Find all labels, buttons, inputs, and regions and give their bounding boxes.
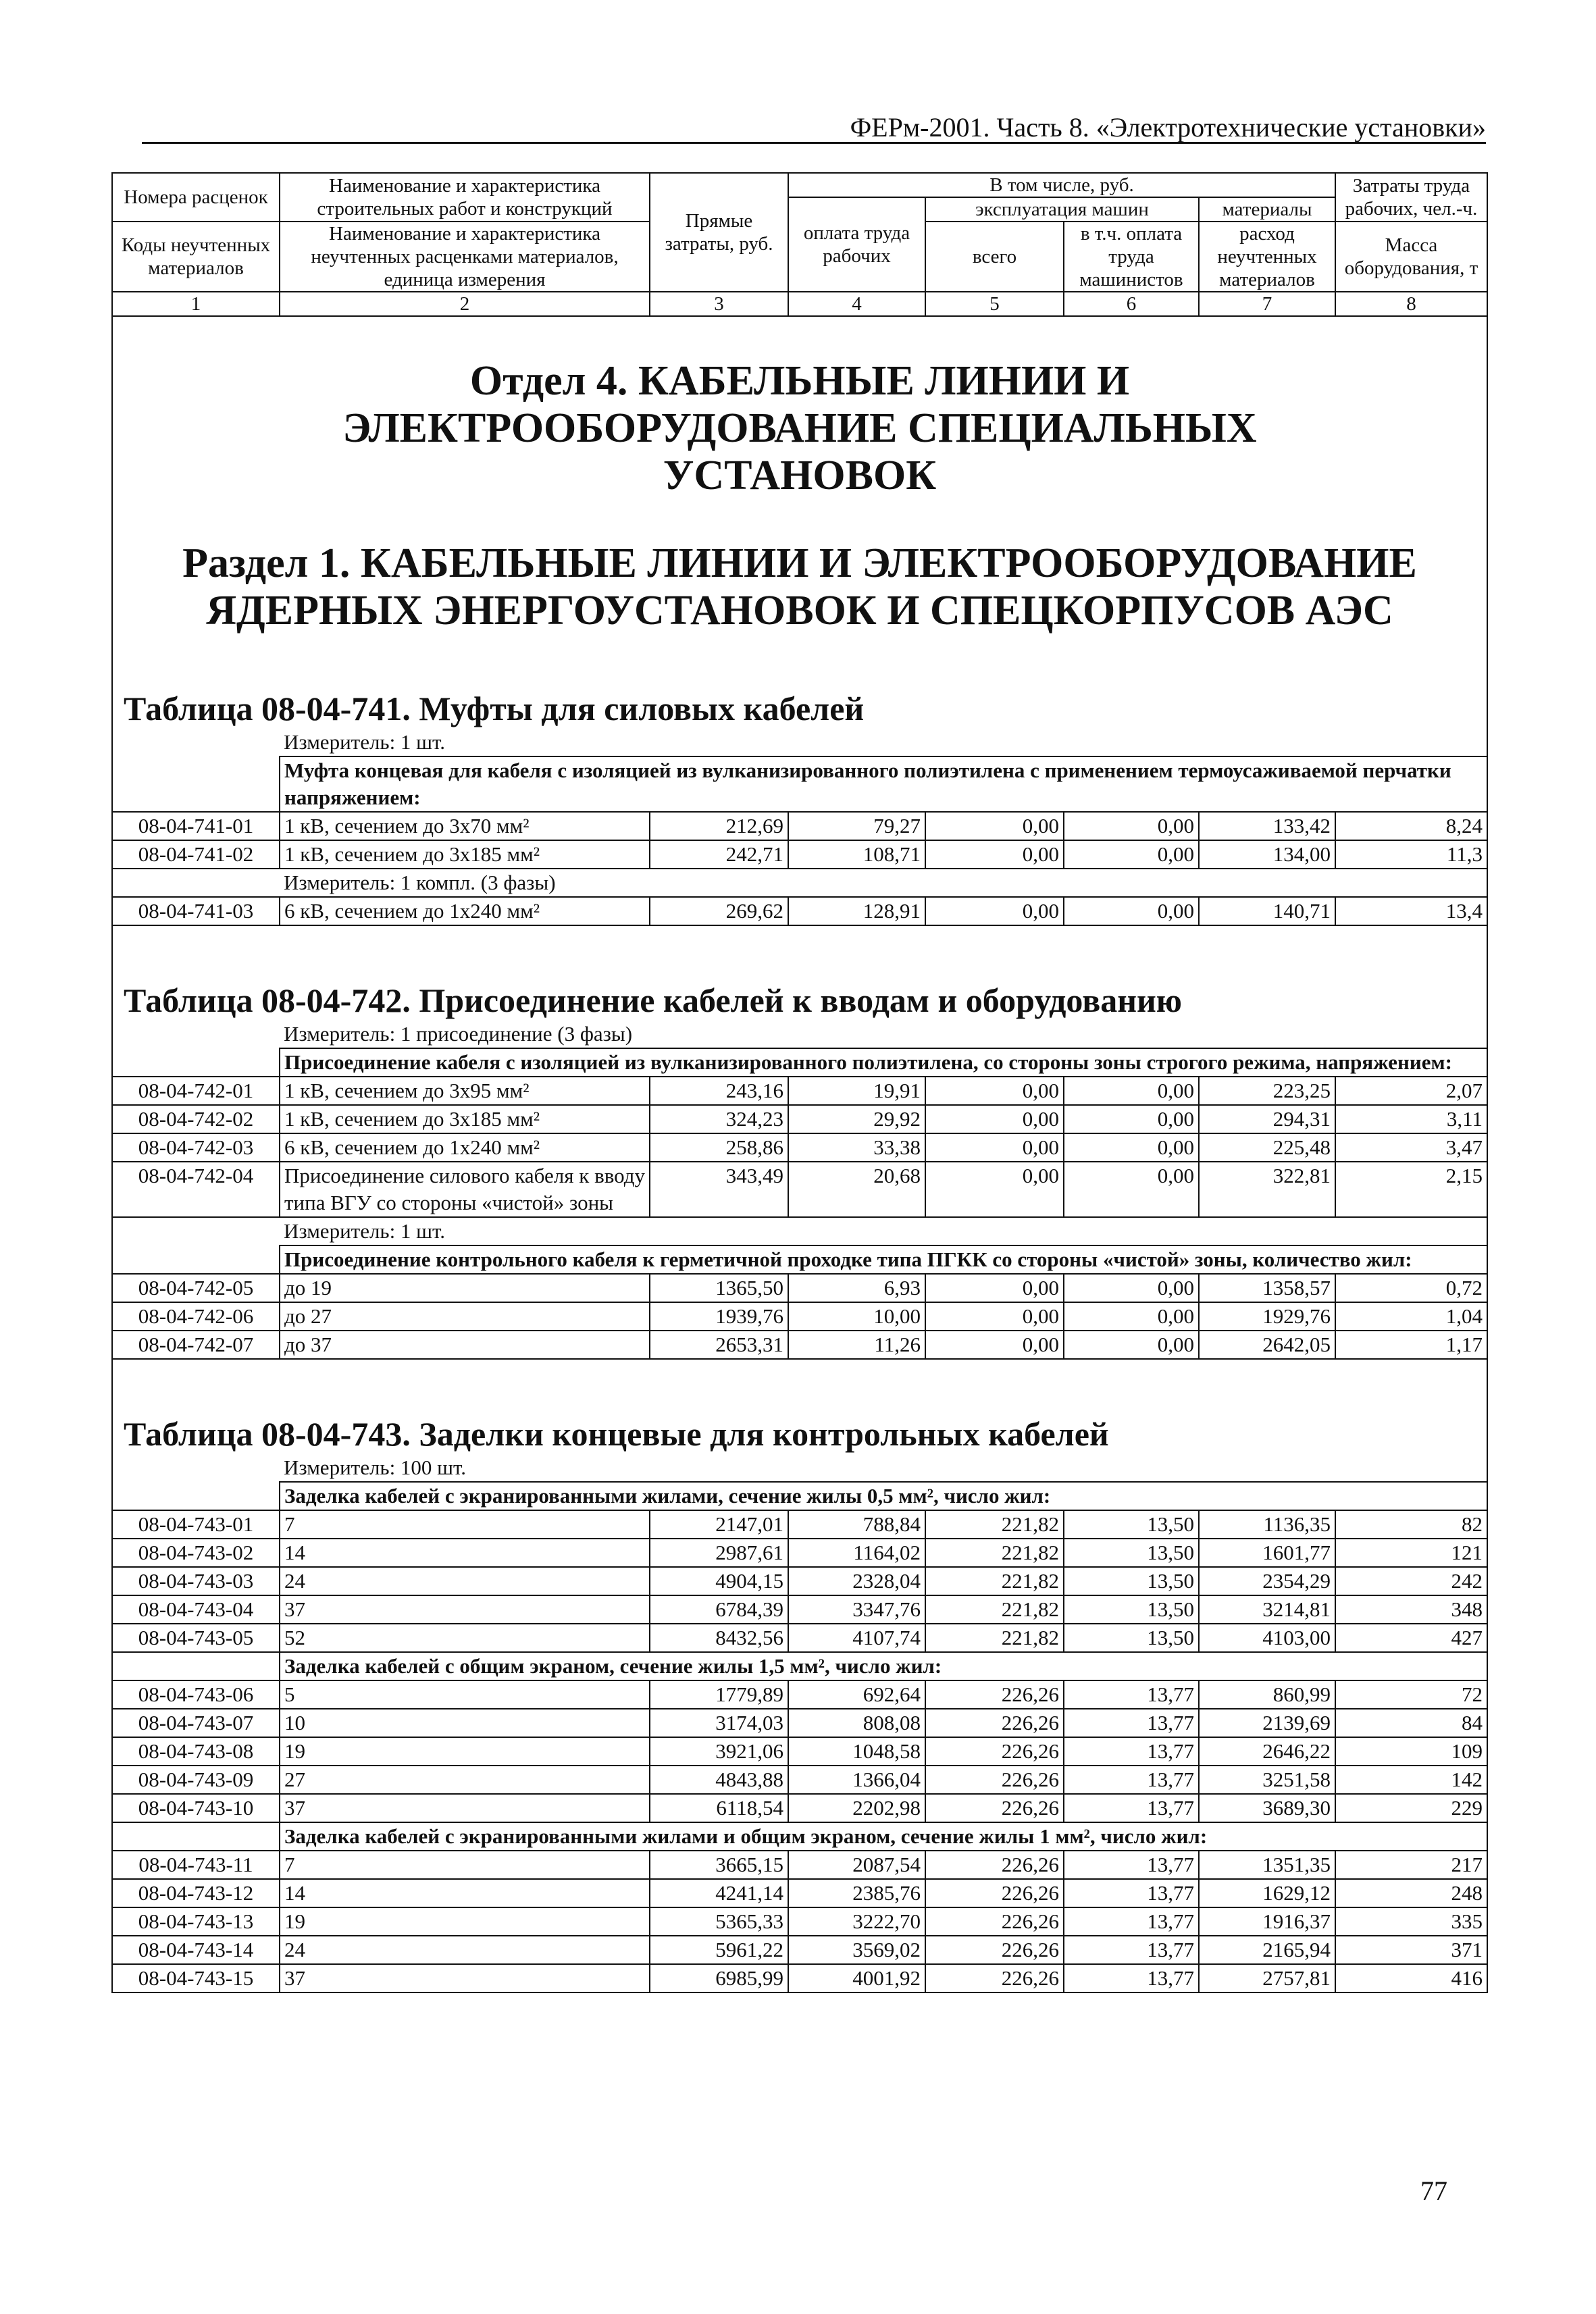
machines-total: 221,82 <box>925 1539 1064 1567</box>
labor-pay: 10,00 <box>788 1302 925 1331</box>
labor-pay: 108,71 <box>788 840 925 869</box>
labor-hours: 427 <box>1335 1624 1487 1652</box>
table-row <box>112 1162 1487 1217</box>
table-row <box>112 1766 1487 1794</box>
table-row <box>112 897 1487 925</box>
col-num: 8 <box>1335 292 1487 316</box>
labor-hours: 2,15 <box>1335 1162 1487 1217</box>
work-name: Присоединение силового кабеля к вводу типа ВГУ со стороны «чистой» зоны <box>280 1162 650 1217</box>
machines-total: 226,26 <box>925 1907 1064 1936</box>
materials-cost: 1351,35 <box>1199 1851 1335 1879</box>
work-name: 14 <box>280 1539 650 1567</box>
machines-total: 226,26 <box>925 1879 1064 1907</box>
col-head-labor: Затраты труда рабочих, чел.-ч. <box>1335 173 1487 222</box>
blank-cell <box>112 1048 280 1077</box>
materials-cost: 223,25 <box>1199 1077 1335 1105</box>
work-name: 37 <box>280 1595 650 1624</box>
direct-cost: 3174,03 <box>650 1709 788 1737</box>
materials-cost: 1601,77 <box>1199 1539 1335 1567</box>
section-razdel-text: Раздел 1. КАБЕЛЬНЫЕ ЛИНИИ И ЭЛЕКТРООБОРУДОВАНИЕ ЯДЕРНЫХ ЭНЕРГОУСТАНОВОК И СПЕЦКОРПУСОВ АЭС <box>182 540 1417 634</box>
labor-pay: 11,26 <box>788 1331 925 1359</box>
materials-cost: 860,99 <box>1199 1680 1335 1709</box>
rate-code: 08-04-741-01 <box>112 812 280 840</box>
materials-cost: 322,81 <box>1199 1162 1335 1217</box>
direct-cost: 242,71 <box>650 840 788 869</box>
labor-hours: 13,4 <box>1335 897 1487 925</box>
work-name: 24 <box>280 1936 650 1964</box>
direct-cost: 212,69 <box>650 812 788 840</box>
labor-pay: 3222,70 <box>788 1907 925 1936</box>
direct-cost: 343,49 <box>650 1162 788 1217</box>
work-name: 7 <box>280 1510 650 1539</box>
rate-code: 08-04-743-05 <box>112 1624 280 1652</box>
direct-cost: 1365,50 <box>650 1274 788 1302</box>
col-num: 6 <box>1064 292 1199 316</box>
direct-cost: 243,16 <box>650 1077 788 1105</box>
labor-hours: 84 <box>1335 1709 1487 1737</box>
machines-total: 0,00 <box>925 1133 1064 1162</box>
work-name: до 27 <box>280 1302 650 1331</box>
machines-labor: 13,77 <box>1064 1907 1199 1936</box>
col-num: 4 <box>788 292 925 316</box>
blank-cell <box>112 1652 280 1680</box>
rate-code: 08-04-743-15 <box>112 1964 280 1992</box>
group-heading: Присоединение кабеля с изоляцией из вулканизированного полиэтилена, со стороны зоны строгого режима, напряжением: <box>280 1048 1487 1077</box>
blank-cell <box>112 1217 280 1245</box>
work-name: 24 <box>280 1567 650 1595</box>
materials-cost: 3689,30 <box>1199 1794 1335 1822</box>
machines-labor: 13,50 <box>1064 1595 1199 1624</box>
labor-hours: 217 <box>1335 1851 1487 1879</box>
direct-cost: 6784,39 <box>650 1595 788 1624</box>
machines-labor: 13,50 <box>1064 1624 1199 1652</box>
blank-cell <box>112 1245 280 1274</box>
rate-code: 08-04-742-04 <box>112 1162 280 1217</box>
work-name: 14 <box>280 1879 650 1907</box>
col-head-machines-total: всего <box>925 222 1064 292</box>
col-num: 1 <box>112 292 280 316</box>
labor-pay: 1164,02 <box>788 1539 925 1567</box>
rate-code: 08-04-743-14 <box>112 1936 280 1964</box>
machines-total: 0,00 <box>925 1331 1064 1359</box>
rate-code: 08-04-743-11 <box>112 1851 280 1879</box>
materials-cost: 1929,76 <box>1199 1302 1335 1331</box>
machines-total: 226,26 <box>925 1766 1064 1794</box>
direct-cost: 4904,15 <box>650 1567 788 1595</box>
machines-labor: 13,77 <box>1064 1680 1199 1709</box>
col-head-materials-sub: расход неучтенных материалов <box>1199 222 1335 292</box>
labor-hours: 121 <box>1335 1539 1487 1567</box>
blank-cell <box>112 756 280 812</box>
col-head-machines: эксплуатация машин <box>925 197 1199 222</box>
labor-pay: 788,84 <box>788 1510 925 1539</box>
machines-labor: 0,00 <box>1064 1162 1199 1217</box>
materials-cost: 1358,57 <box>1199 1274 1335 1302</box>
work-name: 1 кВ, сечением до 3х70 мм² <box>280 812 650 840</box>
machines-total: 0,00 <box>925 1077 1064 1105</box>
col-head-material-codes: Коды неучтенных материалов <box>112 222 280 292</box>
work-name: 6 кВ, сечением до 1х240 мм² <box>280 897 650 925</box>
col-num: 5 <box>925 292 1064 316</box>
machines-total: 0,00 <box>925 1162 1064 1217</box>
col-head-materials: материалы <box>1199 197 1335 222</box>
labor-hours: 3,47 <box>1335 1133 1487 1162</box>
direct-cost: 2987,61 <box>650 1539 788 1567</box>
direct-cost: 2147,01 <box>650 1510 788 1539</box>
section-otdel <box>112 316 1487 526</box>
machines-labor: 13,77 <box>1064 1737 1199 1766</box>
table-row <box>112 840 1487 869</box>
materials-cost: 134,00 <box>1199 840 1335 869</box>
table-row <box>112 1510 1487 1539</box>
table-row <box>112 1133 1487 1162</box>
rates-table <box>111 172 1488 1993</box>
rate-code: 08-04-741-03 <box>112 897 280 925</box>
table-row <box>112 1936 1487 1964</box>
direct-cost: 4241,14 <box>650 1879 788 1907</box>
labor-hours: 109 <box>1335 1737 1487 1766</box>
blank-cell <box>112 1482 280 1510</box>
group-heading: Присоединение контрольного кабеля к герметичной проходке типа ПГКК со стороны «чистой» зоны, количество жил: <box>280 1245 1487 1274</box>
rate-code: 08-04-743-09 <box>112 1766 280 1794</box>
rate-code: 08-04-742-05 <box>112 1274 280 1302</box>
machines-total: 0,00 <box>925 897 1064 925</box>
labor-hours: 82 <box>1335 1510 1487 1539</box>
labor-pay: 1366,04 <box>788 1766 925 1794</box>
table-741-title-text: Таблица 08-04-741. Муфты для силовых кабелей <box>124 690 865 727</box>
machines-total: 221,82 <box>925 1510 1064 1539</box>
direct-cost: 5961,22 <box>650 1936 788 1964</box>
machines-total: 0,00 <box>925 812 1064 840</box>
materials-cost: 2165,94 <box>1199 1936 1335 1964</box>
measure-unit: Измеритель: 100 шт. <box>280 1454 1487 1482</box>
machines-total: 226,26 <box>925 1680 1064 1709</box>
machines-labor: 13,77 <box>1064 1936 1199 1964</box>
col-head-direct: Прямые затраты, руб. <box>650 173 788 292</box>
measure-unit: Измеритель: 1 шт. <box>280 729 1487 756</box>
rate-code: 08-04-743-13 <box>112 1907 280 1936</box>
table-row <box>112 1879 1487 1907</box>
machines-labor: 0,00 <box>1064 1302 1199 1331</box>
blank-cell <box>112 1454 280 1482</box>
machines-total: 221,82 <box>925 1595 1064 1624</box>
machines-labor: 0,00 <box>1064 1274 1199 1302</box>
blank-cell <box>112 1021 280 1048</box>
table-row <box>112 1274 1487 1302</box>
labor-pay: 2087,54 <box>788 1851 925 1879</box>
labor-pay: 3347,76 <box>788 1595 925 1624</box>
rate-code: 08-04-742-06 <box>112 1302 280 1331</box>
work-name: 10 <box>280 1709 650 1737</box>
table-row <box>112 812 1487 840</box>
rate-code: 08-04-742-03 <box>112 1133 280 1162</box>
col-num: 7 <box>1199 292 1335 316</box>
labor-hours: 242 <box>1335 1567 1487 1595</box>
table-row <box>112 1331 1487 1359</box>
materials-cost: 1916,37 <box>1199 1907 1335 1936</box>
labor-pay: 19,91 <box>788 1077 925 1105</box>
header-rule <box>142 142 1486 144</box>
labor-hours: 248 <box>1335 1879 1487 1907</box>
labor-hours: 3,11 <box>1335 1105 1487 1133</box>
col-num: 2 <box>280 292 650 316</box>
col-head-machines-labor: в т.ч. оплата труда машинистов <box>1064 222 1199 292</box>
rate-code: 08-04-743-06 <box>112 1680 280 1709</box>
work-name: 6 кВ, сечением до 1х240 мм² <box>280 1133 650 1162</box>
work-name: до 19 <box>280 1274 650 1302</box>
labor-hours: 11,3 <box>1335 840 1487 869</box>
machines-total: 226,26 <box>925 1851 1064 1879</box>
table-row <box>112 1680 1487 1709</box>
machines-total: 226,26 <box>925 1709 1064 1737</box>
labor-hours: 0,72 <box>1335 1274 1487 1302</box>
col-num: 3 <box>650 292 788 316</box>
materials-cost: 2139,69 <box>1199 1709 1335 1737</box>
labor-pay: 3569,02 <box>788 1936 925 1964</box>
rate-code: 08-04-743-12 <box>112 1879 280 1907</box>
group-heading: Заделка кабелей с экранированными жилами и общим экраном, сечение жилы 1 мм², число жил: <box>280 1822 1487 1851</box>
rate-code: 08-04-743-10 <box>112 1794 280 1822</box>
materials-cost: 2646,22 <box>1199 1737 1335 1766</box>
measure-unit: Измеритель: 1 шт. <box>280 1217 1487 1245</box>
labor-hours: 348 <box>1335 1595 1487 1624</box>
machines-total: 0,00 <box>925 840 1064 869</box>
table-row <box>112 1794 1487 1822</box>
work-name: 19 <box>280 1907 650 1936</box>
machines-labor: 13,77 <box>1064 1851 1199 1879</box>
materials-cost: 2354,29 <box>1199 1567 1335 1595</box>
rate-code: 08-04-743-04 <box>112 1595 280 1624</box>
machines-total: 226,26 <box>925 1737 1064 1766</box>
materials-cost: 133,42 <box>1199 812 1335 840</box>
table-row <box>112 1709 1487 1737</box>
rate-code: 08-04-743-08 <box>112 1737 280 1766</box>
running-header: ФЕРм-2001. Часть 8. «Электротехнические установки» <box>850 112 1486 143</box>
materials-cost: 2642,05 <box>1199 1331 1335 1359</box>
machines-total: 221,82 <box>925 1567 1064 1595</box>
machines-total: 0,00 <box>925 1105 1064 1133</box>
group-heading: Заделка кабелей с общим экраном, сечение жилы 1,5 мм², число жил: <box>280 1652 1487 1680</box>
labor-pay: 2328,04 <box>788 1567 925 1595</box>
work-name: 1 кВ, сечением до 3х95 мм² <box>280 1077 650 1105</box>
work-name: 1 кВ, сечением до 3х185 мм² <box>280 1105 650 1133</box>
direct-cost: 269,62 <box>650 897 788 925</box>
group-heading: Муфта концевая для кабеля с изоляцией из вулканизированного полиэтилена с применением термоусаживаемой перчатки напряжением: <box>280 756 1487 812</box>
labor-pay: 79,27 <box>788 812 925 840</box>
labor-pay: 6,93 <box>788 1274 925 1302</box>
labor-hours: 2,07 <box>1335 1077 1487 1105</box>
direct-cost: 3665,15 <box>650 1851 788 1879</box>
table-row <box>112 1567 1487 1595</box>
materials-cost: 4103,00 <box>1199 1624 1335 1652</box>
col-head-name: Наименование и характеристика строительных работ и конструкций <box>280 173 650 222</box>
machines-labor: 13,77 <box>1064 1794 1199 1822</box>
machines-labor: 0,00 <box>1064 1105 1199 1133</box>
labor-hours: 72 <box>1335 1680 1487 1709</box>
labor-pay: 692,64 <box>788 1680 925 1709</box>
blank-cell <box>112 729 280 756</box>
machines-total: 226,26 <box>925 1936 1064 1964</box>
labor-pay: 20,68 <box>788 1162 925 1217</box>
work-name: 27 <box>280 1766 650 1794</box>
machines-total: 226,26 <box>925 1794 1064 1822</box>
blank-cell <box>112 1822 280 1851</box>
materials-cost: 1136,35 <box>1199 1510 1335 1539</box>
table-742-title <box>112 925 1487 1021</box>
table-743-title-text: Таблица 08-04-743. Заделки концевые для контрольных кабелей <box>124 1415 1109 1453</box>
measure-unit: Измеритель: 1 компл. (3 фазы) <box>280 869 1487 897</box>
direct-cost: 324,23 <box>650 1105 788 1133</box>
table-row <box>112 1077 1487 1105</box>
labor-hours: 416 <box>1335 1964 1487 1992</box>
machines-total: 226,26 <box>925 1964 1064 1992</box>
labor-pay: 33,38 <box>788 1133 925 1162</box>
table-row <box>112 1851 1487 1879</box>
labor-hours: 8,24 <box>1335 812 1487 840</box>
rate-code: 08-04-742-07 <box>112 1331 280 1359</box>
materials-cost: 2757,81 <box>1199 1964 1335 1992</box>
table-row <box>112 1624 1487 1652</box>
machines-labor: 0,00 <box>1064 1077 1199 1105</box>
table-row <box>112 1105 1487 1133</box>
work-name: 1 кВ, сечением до 3х185 мм² <box>280 840 650 869</box>
direct-cost: 6118,54 <box>650 1794 788 1822</box>
machines-labor: 13,77 <box>1064 1709 1199 1737</box>
machines-labor: 13,50 <box>1064 1510 1199 1539</box>
labor-pay: 29,92 <box>788 1105 925 1133</box>
group-heading: Заделка кабелей с экранированными жилами, сечение жилы 0,5 мм², число жил: <box>280 1482 1487 1510</box>
table-row <box>112 1907 1487 1936</box>
direct-cost: 1779,89 <box>650 1680 788 1709</box>
rate-code: 08-04-742-02 <box>112 1105 280 1133</box>
labor-pay: 2202,98 <box>788 1794 925 1822</box>
rate-code: 08-04-743-02 <box>112 1539 280 1567</box>
machines-total: 0,00 <box>925 1274 1064 1302</box>
table-row <box>112 1302 1487 1331</box>
table-row <box>112 1539 1487 1567</box>
work-name: до 37 <box>280 1331 650 1359</box>
work-name: 7 <box>280 1851 650 1879</box>
col-head-mass: Масса оборудования, т <box>1335 222 1487 292</box>
machines-labor: 13,50 <box>1064 1567 1199 1595</box>
labor-hours: 142 <box>1335 1766 1487 1794</box>
table-743-title <box>112 1359 1487 1454</box>
labor-hours: 229 <box>1335 1794 1487 1822</box>
materials-cost: 3251,58 <box>1199 1766 1335 1794</box>
work-name: 37 <box>280 1964 650 1992</box>
measure-unit: Измеритель: 1 присоединение (3 фазы) <box>280 1021 1487 1048</box>
direct-cost: 8432,56 <box>650 1624 788 1652</box>
work-name: 5 <box>280 1680 650 1709</box>
direct-cost: 3921,06 <box>650 1737 788 1766</box>
direct-cost: 5365,33 <box>650 1907 788 1936</box>
materials-cost: 225,48 <box>1199 1133 1335 1162</box>
machines-labor: 0,00 <box>1064 1133 1199 1162</box>
section-razdel <box>112 526 1487 654</box>
machines-labor: 13,77 <box>1064 1964 1199 1992</box>
direct-cost: 4843,88 <box>650 1766 788 1794</box>
table-742-title-text: Таблица 08-04-742. Присоединение кабелей к вводам и оборудованию <box>124 981 1183 1019</box>
col-head-codes: Номера расценок <box>112 173 280 222</box>
work-name: 52 <box>280 1624 650 1652</box>
page-number: 77 <box>1420 2176 1447 2206</box>
col-head-incl: В том числе, руб. <box>788 173 1335 197</box>
rate-code: 08-04-742-01 <box>112 1077 280 1105</box>
materials-cost: 1629,12 <box>1199 1879 1335 1907</box>
work-name: 37 <box>280 1794 650 1822</box>
labor-pay: 128,91 <box>788 897 925 925</box>
materials-cost: 140,71 <box>1199 897 1335 925</box>
table-741-title <box>112 654 1487 729</box>
materials-cost: 294,31 <box>1199 1105 1335 1133</box>
rate-code: 08-04-743-01 <box>112 1510 280 1539</box>
machines-total: 221,82 <box>925 1624 1064 1652</box>
labor-pay: 808,08 <box>788 1709 925 1737</box>
machines-labor: 13,77 <box>1064 1766 1199 1794</box>
direct-cost: 1939,76 <box>650 1302 788 1331</box>
machines-labor: 13,50 <box>1064 1539 1199 1567</box>
table-row <box>112 1595 1487 1624</box>
table-row <box>112 1737 1487 1766</box>
machines-labor: 13,77 <box>1064 1879 1199 1907</box>
labor-pay: 4001,92 <box>788 1964 925 1992</box>
table-row <box>112 1964 1487 1992</box>
rate-code: 08-04-743-03 <box>112 1567 280 1595</box>
machines-labor: 0,00 <box>1064 840 1199 869</box>
materials-cost: 3214,81 <box>1199 1595 1335 1624</box>
labor-pay: 4107,74 <box>788 1624 925 1652</box>
machines-labor: 0,00 <box>1064 812 1199 840</box>
col-head-labor-pay: оплата труда рабочих <box>788 197 925 292</box>
direct-cost: 258,86 <box>650 1133 788 1162</box>
blank-cell <box>112 869 280 897</box>
labor-hours: 371 <box>1335 1936 1487 1964</box>
col-head-material-name: Наименование и характеристика неучтенных расценками материалов, единица измерения <box>280 222 650 292</box>
work-name: 19 <box>280 1737 650 1766</box>
machines-labor: 0,00 <box>1064 897 1199 925</box>
machines-labor: 0,00 <box>1064 1331 1199 1359</box>
rate-code: 08-04-741-02 <box>112 840 280 869</box>
direct-cost: 6985,99 <box>650 1964 788 1992</box>
labor-pay: 1048,58 <box>788 1737 925 1766</box>
machines-total: 0,00 <box>925 1302 1064 1331</box>
labor-pay: 2385,76 <box>788 1879 925 1907</box>
section-otdel-text: Отдел 4. КАБЕЛЬНЫЕ ЛИНИИ И ЭЛЕКТРООБОРУДОВАНИЕ СПЕЦИАЛЬНЫХ УСТАНОВОК <box>342 358 1257 498</box>
direct-cost: 2653,31 <box>650 1331 788 1359</box>
labor-hours: 335 <box>1335 1907 1487 1936</box>
labor-hours: 1,04 <box>1335 1302 1487 1331</box>
labor-hours: 1,17 <box>1335 1331 1487 1359</box>
rate-code: 08-04-743-07 <box>112 1709 280 1737</box>
